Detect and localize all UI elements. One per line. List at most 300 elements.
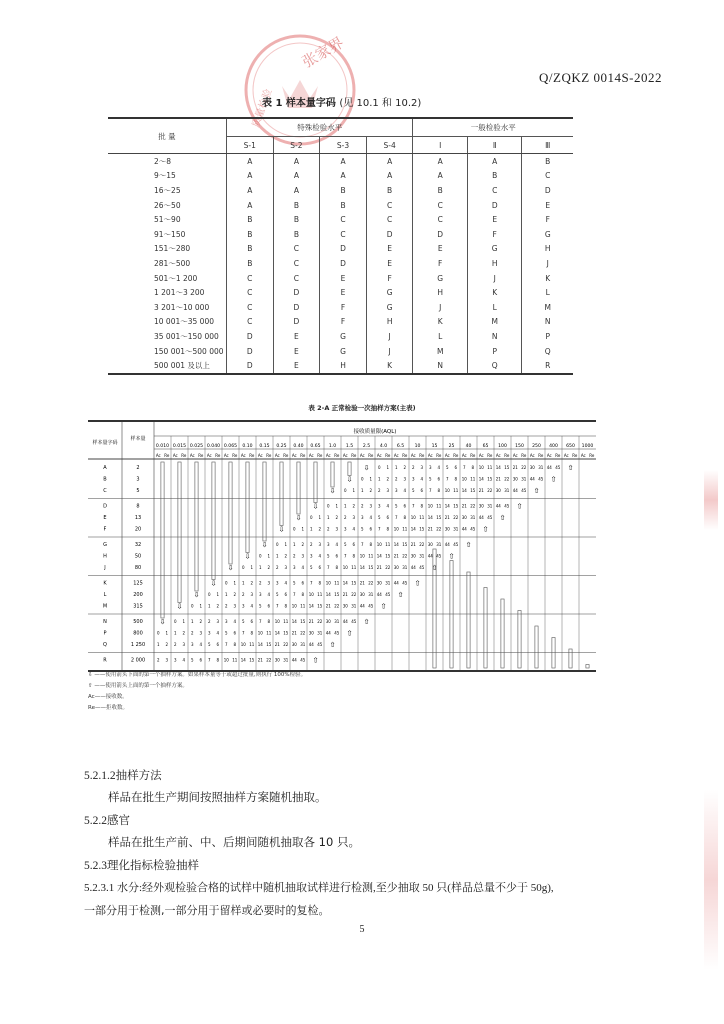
section-title: 理化指标检验抽样 xyxy=(107,860,199,872)
ac-value: 14 xyxy=(393,542,399,547)
ac-value: 7 xyxy=(428,488,432,493)
code-cell: N xyxy=(522,315,573,330)
re-value: 1 xyxy=(199,603,203,609)
code-cell: A xyxy=(273,183,320,198)
code-cell: H xyxy=(366,315,413,330)
ac-value: 3 xyxy=(292,565,296,570)
code-cell: J xyxy=(366,329,413,344)
re-value: 45 xyxy=(300,657,306,663)
re-value: 3 xyxy=(335,526,339,532)
aql-value: 0.65 xyxy=(310,444,321,449)
re-value: 3 xyxy=(403,476,407,482)
re-value: 6 xyxy=(284,592,288,597)
re-value: 15 xyxy=(453,503,459,509)
down-arrow-shaft xyxy=(178,462,181,603)
sample-size: 3 xyxy=(136,476,140,483)
down-arrow-icon: ⇩ xyxy=(278,525,285,534)
down-arrow-icon: ⇩ xyxy=(346,475,353,484)
ac-value: 14 xyxy=(410,526,416,532)
code-cell: A xyxy=(227,154,274,169)
code-cell: P xyxy=(467,344,522,359)
up-arrow-icon: ⇧ xyxy=(380,602,387,611)
section-number: 5.2.3 xyxy=(84,860,107,872)
re-value: 8 xyxy=(352,553,356,559)
re-value: 4 xyxy=(318,553,322,559)
down-arrow-shaft xyxy=(161,462,164,618)
ac-value: 5 xyxy=(343,542,347,547)
ac-value: 14 xyxy=(342,580,348,586)
ac-value: 2 xyxy=(241,592,245,597)
ac-value: 0 xyxy=(309,515,313,520)
code-cell: A xyxy=(227,169,274,184)
ac-value: 7 xyxy=(207,657,211,663)
re-value: 2 xyxy=(250,580,254,586)
code-cell: F xyxy=(413,256,468,271)
ac-value: 0 xyxy=(360,476,364,482)
level-header-4: Ⅰ xyxy=(413,137,468,154)
ac-value: 7 xyxy=(377,526,381,532)
ac-label: Ac xyxy=(546,453,552,458)
re-value: 6 xyxy=(454,465,458,470)
ac-value: 44 xyxy=(410,565,416,570)
ac-value: 2 xyxy=(326,526,330,532)
re-value: 8 xyxy=(386,526,390,532)
re-value: 31 xyxy=(436,542,442,547)
ac-value: 1 xyxy=(343,503,347,509)
code-cell: E xyxy=(522,198,573,213)
down-arrow-icon: ⇩ xyxy=(295,514,302,522)
code-cell: J xyxy=(467,271,522,286)
re-value: 45 xyxy=(334,630,340,636)
ac-value: 21 xyxy=(427,526,433,532)
re-label: Re xyxy=(402,453,408,458)
ac-value: 5 xyxy=(190,657,194,663)
re-value: 15 xyxy=(317,603,323,609)
section-title: 感官 xyxy=(107,815,130,827)
table1-caption xyxy=(262,94,421,109)
code-cell: G xyxy=(320,344,367,359)
table-row xyxy=(108,271,573,286)
up-arrow-icon: ⇧ xyxy=(397,591,404,599)
re-value: 2 xyxy=(386,476,390,482)
re-value: 1 xyxy=(267,553,271,559)
re-value: 31 xyxy=(351,603,357,609)
ac-label: Ac xyxy=(444,453,450,458)
aql-value: 0.040 xyxy=(206,444,221,449)
re-value: 6 xyxy=(267,603,271,609)
re-value: 6 xyxy=(216,642,220,647)
section-number: 5.2.1.2 xyxy=(84,770,116,782)
ac-value: 14 xyxy=(325,592,331,597)
re-value: 3 xyxy=(233,603,237,609)
re-value: 1 xyxy=(284,542,288,547)
code-cell: J xyxy=(522,256,573,271)
ac-value: 30 xyxy=(461,515,467,520)
ac-value: 30 xyxy=(427,542,433,547)
lot-size-cell: 500 001 及以上 xyxy=(108,358,227,374)
re-label: Re xyxy=(232,453,238,458)
ac-value: 7 xyxy=(258,619,262,624)
re-value: 4 xyxy=(420,476,424,482)
ac-value: 2 xyxy=(156,657,160,663)
ac-value: 0 xyxy=(224,580,228,586)
re-value: 1 xyxy=(352,488,356,493)
ac-value: 5 xyxy=(377,515,381,520)
re-value: 31 xyxy=(402,565,408,570)
sample-code: K xyxy=(103,580,107,587)
re-value: 8 xyxy=(471,465,475,470)
ac-value: 44 xyxy=(376,592,382,597)
re-value: 15 xyxy=(266,642,272,647)
code-cell: C xyxy=(273,271,320,286)
ac-value: 3 xyxy=(190,642,194,647)
ac-value: 14 xyxy=(308,603,314,609)
code-cell: A xyxy=(227,198,274,213)
ac-value: 7 xyxy=(326,565,330,570)
code-cell: C xyxy=(320,212,367,227)
table-row xyxy=(108,358,573,374)
code-cell: A xyxy=(366,169,413,184)
re-value: 31 xyxy=(385,580,391,586)
code-cell: G xyxy=(413,271,468,286)
down-arrow-shaft xyxy=(195,462,198,591)
ac-value: 10 xyxy=(410,515,416,520)
re-value: 45 xyxy=(487,515,493,520)
down-arrow-icon: ⇩ xyxy=(329,487,336,495)
ac-value: 2 xyxy=(275,565,279,570)
re-value: 15 xyxy=(504,465,510,470)
ac-value: 30 xyxy=(478,503,484,509)
code-cell: B xyxy=(467,169,522,184)
sample-size: 500 xyxy=(133,619,143,625)
code-cell: F xyxy=(366,271,413,286)
re-value: 15 xyxy=(368,565,374,570)
ac-value: 1 xyxy=(156,642,160,647)
ac-value: 21 xyxy=(376,565,382,570)
re-label: Re xyxy=(385,453,391,458)
ac-value: 5 xyxy=(445,465,449,470)
down-arrow-shaft xyxy=(314,462,317,503)
re-value: 31 xyxy=(283,657,289,663)
re-label: Re xyxy=(198,453,204,458)
ac-value: 2 xyxy=(292,553,296,559)
code-cell: E xyxy=(366,242,413,257)
scan-mark xyxy=(704,790,718,970)
ac-value: 7 xyxy=(462,465,466,470)
re-value: 4 xyxy=(233,619,237,624)
code-cell: F xyxy=(320,300,367,315)
re-value: 22 xyxy=(266,657,272,663)
ac-value: 44 xyxy=(495,503,501,509)
re-value: 11 xyxy=(453,488,459,493)
ac-value: 0 xyxy=(275,542,279,547)
section-title: 抽样方法 xyxy=(115,770,162,782)
table-row xyxy=(108,329,573,344)
up-arrow-icon: ⇧ xyxy=(88,683,93,689)
re-value: 31 xyxy=(487,503,493,509)
ac-value: 10 xyxy=(393,526,399,532)
re-value: 2 xyxy=(199,619,203,624)
re-value: 8 xyxy=(420,503,424,509)
re-value: 4 xyxy=(250,603,254,609)
code-cell: E xyxy=(273,329,320,344)
table-row xyxy=(108,169,573,184)
re-value: 15 xyxy=(300,619,306,624)
aql-value: 10 xyxy=(414,444,421,449)
sample-code: F xyxy=(103,526,107,533)
ac-value: 7 xyxy=(343,553,347,559)
code-cell: C xyxy=(273,256,320,271)
ac-label: Ac xyxy=(189,453,195,458)
re-value: 11 xyxy=(351,565,357,570)
re-value: 4 xyxy=(369,515,373,520)
table1-caption-title: 表 1 样本量字码 xyxy=(262,98,336,109)
section-5-2-3-1 xyxy=(84,879,554,895)
code-cell: D xyxy=(273,285,320,300)
re-value: 45 xyxy=(436,553,442,559)
svg-text:张家界: 张家界 xyxy=(299,33,347,72)
aql-value: 1.0 xyxy=(328,444,337,449)
aql-value: 0.065 xyxy=(223,444,238,449)
ac-label: Ac xyxy=(155,453,161,458)
document-code: Q/ZQKZ 0014S-2022 xyxy=(539,70,662,85)
re-value: 22 xyxy=(487,488,493,493)
re-value: 22 xyxy=(436,526,442,532)
ac-value: 5 xyxy=(258,603,262,609)
re-value: 45 xyxy=(368,603,374,609)
code-cell: G xyxy=(467,242,522,257)
re-value: 15 xyxy=(334,592,340,597)
ac-value: 44 xyxy=(359,603,365,609)
section-5-2-3 xyxy=(84,857,199,873)
re-value: 8 xyxy=(335,565,339,570)
ac-value: 7 xyxy=(360,542,364,547)
re-value: 3 xyxy=(420,465,424,470)
down-arrow-icon: ⇩ xyxy=(88,672,93,678)
ac-value: 44 xyxy=(342,619,348,624)
ac-value: 21 xyxy=(257,657,263,663)
ac-value: 0 xyxy=(190,603,194,609)
ac-value: 1 xyxy=(275,553,279,559)
re-value: 22 xyxy=(419,542,425,547)
re-value: 8 xyxy=(403,515,407,520)
ac-value: 30 xyxy=(529,465,535,470)
note-up-arrow xyxy=(88,681,306,692)
sample-code: E xyxy=(103,515,107,521)
re-value: 45 xyxy=(555,465,561,470)
note-re: Re——拒收数。 xyxy=(88,705,128,711)
ac-value: 2 xyxy=(190,630,194,636)
code-cell: C xyxy=(366,198,413,213)
up-arrow-icon: ⇧ xyxy=(329,641,336,649)
ac-value: 21 xyxy=(478,488,484,493)
ac-value: 44 xyxy=(308,642,314,647)
down-arrow-shaft xyxy=(348,462,351,476)
ac-value: 10 xyxy=(359,553,365,559)
code-cell: H xyxy=(467,256,522,271)
up-arrow-icon: ⇧ xyxy=(482,525,489,534)
lot-size-cell: 91～150 xyxy=(108,227,227,242)
up-arrow-icon: ⇧ xyxy=(312,656,319,665)
code-cell: A xyxy=(273,169,320,184)
aql-value: 6.5 xyxy=(396,444,405,449)
re-value: 31 xyxy=(521,476,527,482)
ac-value: 2 xyxy=(377,488,381,493)
re-value: 8 xyxy=(454,476,458,482)
ac-label: Ac xyxy=(342,453,348,458)
section-5-2-1-2 xyxy=(84,767,162,783)
re-value: 2 xyxy=(284,553,288,559)
ac-value: 3 xyxy=(326,542,330,547)
code-cell: B xyxy=(227,256,274,271)
code-cell: J xyxy=(366,344,413,359)
re-value: 31 xyxy=(504,488,510,493)
re-label: Re xyxy=(504,453,510,458)
re-value: 2 xyxy=(369,488,373,493)
code-cell: B xyxy=(273,227,320,242)
aql-value: 400 xyxy=(549,444,558,449)
code-cell: A xyxy=(320,154,367,169)
ac-value: 2 xyxy=(360,503,364,509)
ac-value: 5 xyxy=(241,619,245,624)
re-value: 2 xyxy=(335,515,339,520)
re-value: 11 xyxy=(368,553,374,559)
ac-value: 1 xyxy=(309,526,313,532)
sample-size: 5 xyxy=(136,488,140,494)
ac-value: 14 xyxy=(274,630,280,636)
re-label: Re xyxy=(249,453,255,458)
up-arrow-shaft xyxy=(501,599,504,668)
aql-value: 2.5 xyxy=(362,444,371,449)
ac-value: 21 xyxy=(291,630,297,636)
sample-size: 2 000 xyxy=(130,657,146,664)
ac-label: Ac xyxy=(478,453,484,458)
ac-label: Ac xyxy=(529,453,535,458)
ac-value: 44 xyxy=(461,526,467,532)
code-cell: E xyxy=(273,344,320,359)
ac-value: 21 xyxy=(308,619,314,624)
code-cell: B xyxy=(273,212,320,227)
code-cell: D xyxy=(522,183,573,198)
code-cell: D xyxy=(366,227,413,242)
down-arrow-shaft xyxy=(229,462,232,564)
re-value: 31 xyxy=(538,465,544,470)
code-cell: C xyxy=(413,198,468,213)
code-cell: C xyxy=(522,169,573,184)
re-value: 6 xyxy=(420,488,424,493)
size-header: 样本量 xyxy=(130,436,146,442)
re-value: 4 xyxy=(352,526,356,532)
re-value: 2 xyxy=(216,603,220,609)
re-value: 2 xyxy=(352,503,356,509)
down-arrow-icon: ⇩ xyxy=(227,564,234,572)
sample-size: 20 xyxy=(134,526,142,533)
ac-value: 10 xyxy=(257,630,263,636)
ac-value: 14 xyxy=(257,642,263,647)
ac-value: 5 xyxy=(326,553,330,559)
re-value: 4 xyxy=(267,592,271,597)
ac-label: Ac xyxy=(376,453,382,458)
ac-value: 10 xyxy=(427,503,433,509)
re-value: 1 xyxy=(182,619,186,624)
re-value: 6 xyxy=(352,542,356,547)
ac-value: 1 xyxy=(241,580,245,586)
lot-size-cell: 9～15 xyxy=(108,169,227,184)
code-cell: C xyxy=(227,271,274,286)
re-value: 1 xyxy=(165,630,169,636)
re-value: 8 xyxy=(216,657,220,663)
ac-value: 30 xyxy=(410,553,416,559)
re-value: 8 xyxy=(437,488,441,493)
ac-label: Ac xyxy=(325,453,331,458)
re-value: 3 xyxy=(369,503,373,509)
up-arrow-shaft xyxy=(569,649,572,668)
ac-value: 30 xyxy=(359,592,365,597)
aql-value: 650 xyxy=(566,444,575,449)
ac-value: 30 xyxy=(444,526,450,532)
ac-value: 5 xyxy=(224,630,228,636)
section-5-2-2 xyxy=(84,812,130,828)
down-arrow-icon: ⇩ xyxy=(176,602,183,611)
re-value: 11 xyxy=(300,603,306,609)
re-label: Re xyxy=(555,453,561,458)
re-value: 3 xyxy=(267,580,271,586)
re-label: Re xyxy=(164,453,170,458)
ac-value: 0 xyxy=(343,488,347,493)
ac-label: Ac xyxy=(410,453,416,458)
re-value: 4 xyxy=(199,642,203,647)
ac-value: 5 xyxy=(275,592,279,597)
code-cell: K xyxy=(467,285,522,300)
sample-size: 200 xyxy=(133,592,143,598)
re-label: Re xyxy=(470,453,476,458)
up-arrow-icon: ⇧ xyxy=(533,487,540,495)
ac-value: 2 xyxy=(224,603,228,609)
note-down-text: ——使用箭头下面的第一个抽样方案。如果样本量等于或超过批量,则执行 100%检验。 xyxy=(94,672,307,678)
up-arrow-icon: ⇧ xyxy=(431,564,438,572)
ac-value: 14 xyxy=(478,476,484,482)
aql-value: 0.015 xyxy=(172,444,187,449)
up-arrow-icon: ⇧ xyxy=(363,618,370,626)
code-cell: E xyxy=(273,358,320,374)
re-label: Re xyxy=(572,453,578,458)
down-arrow-icon: ⇩ xyxy=(363,464,370,472)
ac-value: 14 xyxy=(240,657,246,663)
aql-value: 65 xyxy=(482,444,489,449)
re-value: 4 xyxy=(386,503,390,509)
sample-code: B xyxy=(103,476,107,483)
up-arrow-icon: ⇧ xyxy=(567,464,574,472)
ac-value: 7 xyxy=(224,642,228,647)
sample-code: J xyxy=(104,565,106,571)
re-value: 8 xyxy=(233,642,237,647)
code-cell: L xyxy=(413,329,468,344)
re-label: Re xyxy=(538,453,544,458)
code-cell: B xyxy=(413,183,468,198)
re-value: 15 xyxy=(470,488,476,493)
re-value: 11 xyxy=(470,476,476,482)
ac-value: 21 xyxy=(512,465,518,470)
ac-value: 3 xyxy=(360,515,364,520)
re-label: Re xyxy=(368,453,374,458)
code-cell: D xyxy=(273,315,320,330)
re-value: 4 xyxy=(437,465,441,470)
down-arrow-shaft xyxy=(212,462,215,580)
code-cell: B xyxy=(320,198,367,213)
re-value: 22 xyxy=(317,619,323,624)
ac-value: 21 xyxy=(495,476,501,482)
ac-value: 3 xyxy=(428,465,432,470)
